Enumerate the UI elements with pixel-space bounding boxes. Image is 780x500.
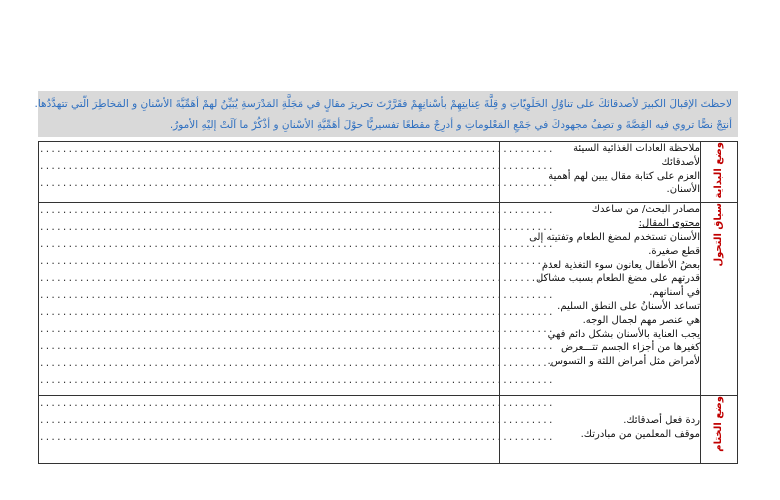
- dotted-writing-line[interactable]: ..........................................................................................: [39, 145, 554, 155]
- content-line: بعضُ الأطفال يعانون سوء التغذية لعدم: [541, 259, 700, 271]
- row-label: وضع الختام: [713, 396, 724, 453]
- dotted-writing-line[interactable]: ..........................................................................................: [39, 223, 554, 234]
- dotted-writing-line[interactable]: ..........................................................................................: [39, 291, 554, 302]
- content-line: العزم على كتابة مقال يبين لهم أهمية: [548, 170, 700, 182]
- prompt-line-2: أنتِجْ نصًّا تروي فيه القِصَّةَ و تصِفُ مجهودكَ في جَمْعِ المَعْلوماتِ و أدرِجْ مقطعًا تفسيريًّا حوْلَ أهَمِّيَّةِ الأسْنانِ و أذْكُرْ ما آلَتْ إليْهِ الأمورُ.: [169, 119, 732, 131]
- answer-area[interactable]: [39, 142, 554, 203]
- dotted-writing-line[interactable]: ..........................................................................................: [39, 399, 554, 410]
- dotted-writing-line[interactable]: ..........................................................................................: [39, 162, 554, 172]
- content-line: الأسنان.: [666, 184, 700, 196]
- row-label-cell: [701, 203, 738, 396]
- table-row: [39, 142, 738, 203]
- dotted-writing-line[interactable]: ..........................................................................................: [39, 416, 554, 427]
- dotted-writing-line[interactable]: ..........................................................................................: [39, 257, 554, 268]
- table-row: [39, 396, 738, 464]
- dotted-writing-line[interactable]: ..........................................................................................: [39, 274, 554, 285]
- dotted-writing-line[interactable]: ..........................................................................................: [39, 376, 554, 387]
- content-line: الأسنان تستخدم لمضغ الطعام وتفتيته إلى: [529, 232, 700, 244]
- content-line: مصادر البحث/ من ساعدك: [591, 204, 700, 216]
- content-line: ردة فعل أصدقائك.: [623, 415, 700, 427]
- prompt-line-1: لاحظتَ الإقبالَ الكبيرَ لأصدقائكَ على تناوُلِ الحَلَوِيّاتِ و قِلَّةَ عِنايتِهِمْ بأسْنانِهِمْ فقَرَّرْتَ تحريرَ مقالٍ في مَجَلَّةِ المَدْرَسةِ يُبَيِّنُ لهمْ أهَمِّيَّةَ الأسْنانِ و المَخاطِرَ الّتي تتهدَّدُها.: [34, 98, 732, 110]
- content-line: ملاحظة العادات الغذائية السيئة: [573, 143, 700, 154]
- content-line: كغيرها من أجزاء الجسم تتـــعرض: [561, 342, 700, 354]
- content-line: في أسنانهم.: [649, 287, 700, 299]
- answer-area[interactable]: [39, 396, 554, 464]
- dotted-writing-line[interactable]: ..........................................................................................: [39, 240, 554, 251]
- content-line: لأمراض مثل أمراض اللثة و التسوس.: [547, 356, 700, 368]
- dotted-writing-line[interactable]: ..........................................................................................: [39, 206, 554, 217]
- answer-area[interactable]: [39, 203, 554, 396]
- dotted-writing-line[interactable]: ..........................................................................................: [39, 342, 554, 353]
- dotted-writing-line[interactable]: ..........................................................................................: [39, 359, 554, 370]
- content-line: تساعد الأسنانُ على النطق السليم.: [557, 301, 700, 313]
- outline-table: [38, 141, 738, 464]
- content-line: محتوى المقال:: [638, 218, 700, 230]
- content-line: قدرتهم على مضغ الطعام بسبب مشاكل: [535, 273, 700, 285]
- content-line: هي عنصر مهم لجمال الوجه.: [582, 314, 700, 326]
- content-line: موقف المعلمين من مبادرتك.: [580, 429, 700, 441]
- dotted-writing-line[interactable]: ..........................................................................................: [39, 179, 554, 189]
- content-line: لأصدقائك: [661, 156, 700, 168]
- dotted-writing-line[interactable]: ..........................................................................................: [39, 325, 554, 336]
- dotted-writing-line[interactable]: ..........................................................................................: [39, 433, 554, 444]
- content-line: يجب العناية بالأسنان بشكل دائم فهي: [547, 328, 700, 340]
- task-prompt: [34, 91, 738, 137]
- table-row: [39, 203, 738, 396]
- row-label-cell: [701, 396, 738, 464]
- content-line: قطع صغيرة.: [648, 245, 700, 257]
- dotted-writing-line[interactable]: ..........................................................................................: [39, 308, 554, 319]
- row-label-cell: [701, 142, 738, 203]
- row-label: سياق التحول: [713, 203, 724, 267]
- row-label: وضع البداية: [713, 142, 724, 199]
